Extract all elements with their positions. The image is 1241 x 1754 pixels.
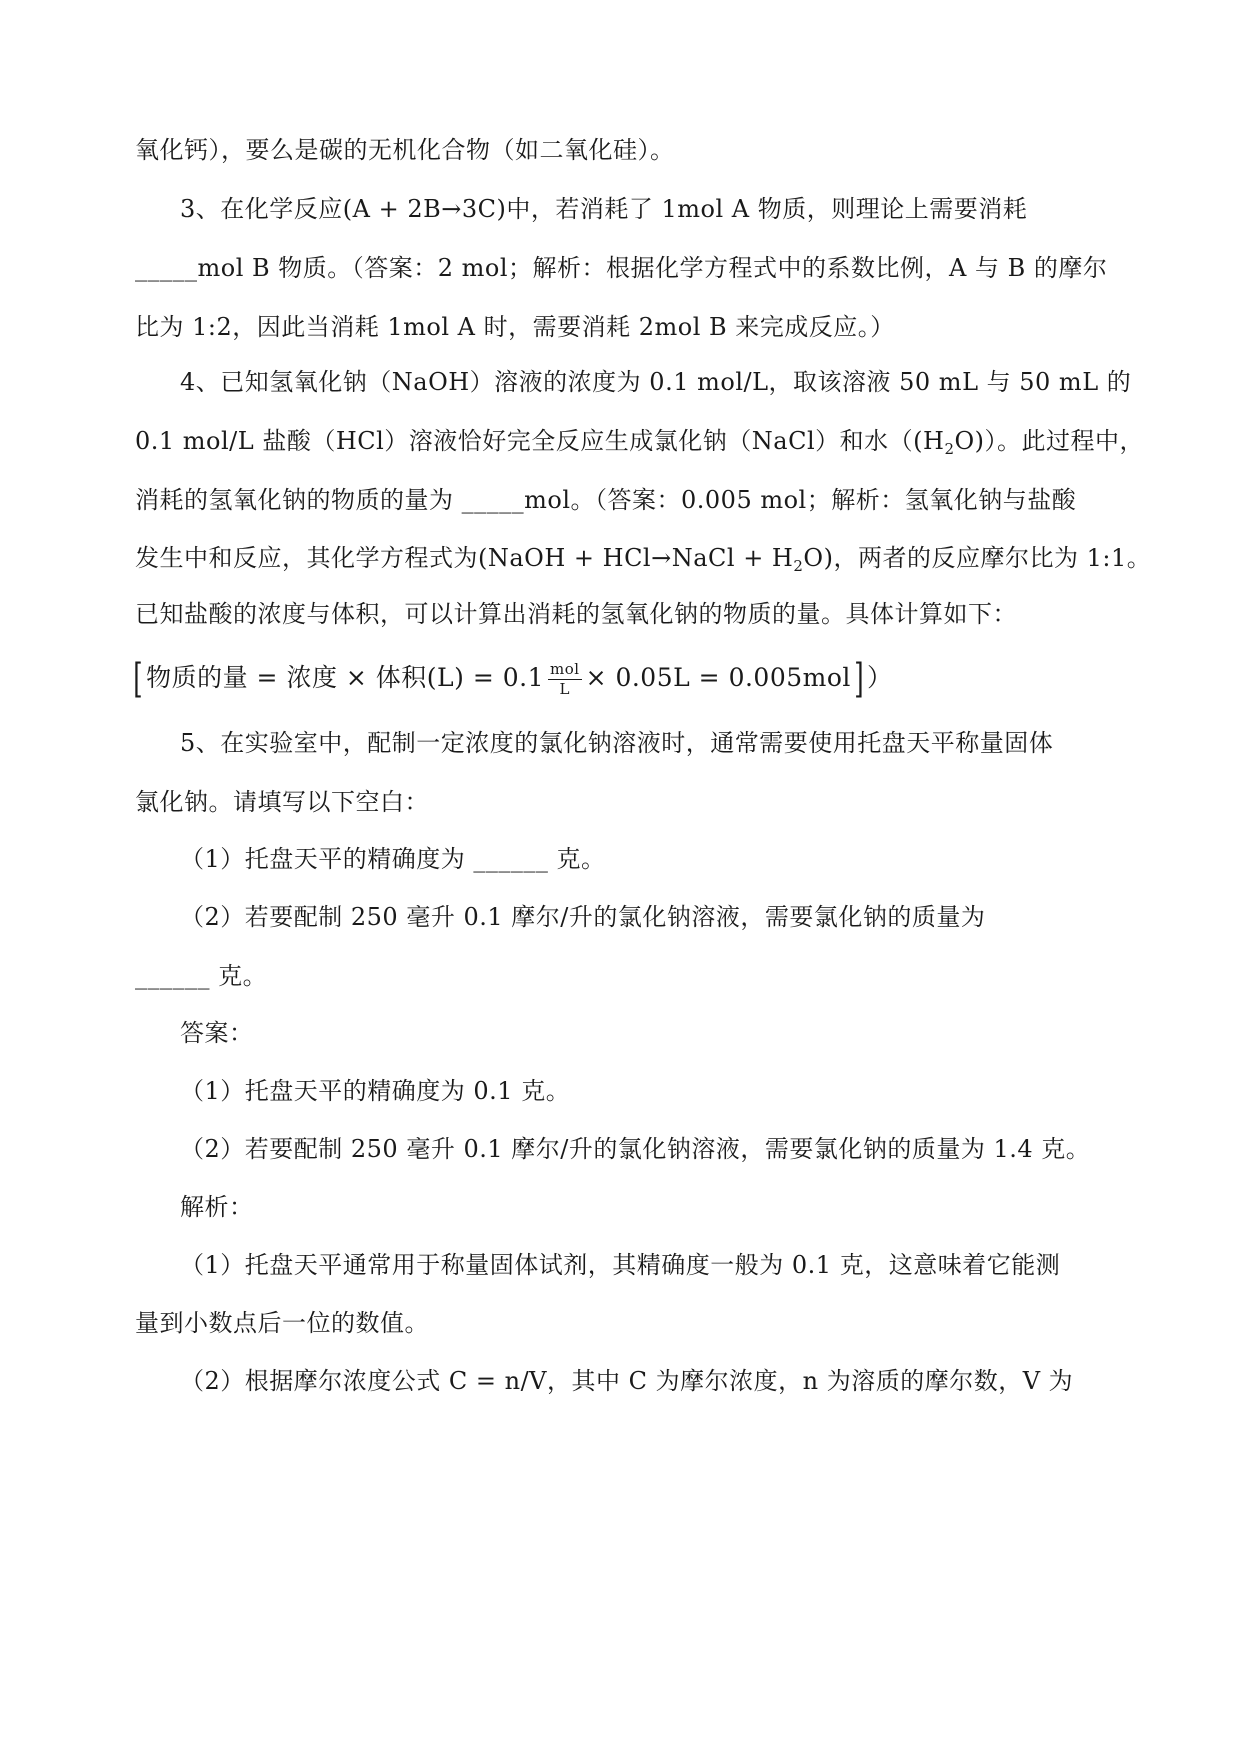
answer-heading: 答案：	[180, 1019, 254, 1047]
chemical-equation-line: 发生中和反应，其化学方程式为(NaOH + HCl→NaCl + $H_2O$)，两者的反应摩尔比为 1:1。	[135, 544, 1152, 575]
fraction-mol-per-l: $\frac{\text{mol}}{L}$	[550, 660, 580, 698]
text-line: 消耗的氢氧化钠的物质的量为 _____mol。（答案：0.005 mol；解析：氢氧化钠与盐酸	[135, 486, 1077, 514]
calculation-formula: [ 物质的量 = 浓度 × 体积(L) = 0.1 $\frac{\text{mol}}{L}$ × 0.05L = 0.005mol] ）	[133, 656, 893, 702]
text-line: 氧化钙），要么是碳的无机化合物（如二氧化硅）。	[135, 136, 675, 164]
text-line: ______ 克。	[135, 962, 268, 990]
analysis-2: （2）根据摩尔浓度公式 C = n/V，其中 C 为摩尔浓度，n 为溶质的摩尔数，V 为	[180, 1367, 1074, 1395]
analysis-1: （1）托盘天平通常用于称量固体试剂，其精确度一般为 0.1 克，这意味着它能测	[180, 1251, 1061, 1279]
question-5: 5、在实验室中，配制一定浓度的氯化钠溶液时，通常需要使用托盘天平称量固体	[180, 729, 1054, 757]
text-line: 氯化钠。请填写以下空白：	[135, 788, 429, 816]
text-line: 比为 1:2，因此当消耗 1mol A 时，需要消耗 2mol B 来完成反应。）	[135, 313, 895, 341]
text-line: 量到小数点后一位的数值。	[135, 1309, 429, 1337]
text-line: 0.1 mol/L 盐酸（HCl）溶液恰好完全反应生成氯化钠（NaCl）和水$((H_2O))$。此过程中，	[135, 427, 1145, 458]
question-4: 4、已知氢氧化钠（NaOH）溶液的浓度为 0.1 mol/L，取该溶液 50 mL 与 50 mL 的	[180, 368, 1132, 396]
blank-2: （2）若要配制 250 毫升 0.1 摩尔/升的氯化钠溶液，需要氯化钠的质量为	[180, 903, 986, 931]
blank-1: （1）托盘天平的精确度为 ______ 克。	[180, 845, 606, 873]
analysis-heading: 解析：	[180, 1193, 254, 1221]
answer-1: （1）托盘天平的精确度为 0.1 克。	[180, 1077, 571, 1105]
answer-2: （2）若要配制 250 毫升 0.1 摩尔/升的氯化钠溶液，需要氯化钠的质量为 1.4 克。	[180, 1135, 1091, 1163]
text-line: 已知盐酸的浓度与体积，可以计算出消耗的氢氧化钠的物质的量。具体计算如下：	[135, 600, 1017, 628]
question-3: 3、在化学反应(A + 2B→3C)中，若消耗了 1mol A 物质，则理论上需要消耗	[180, 195, 1028, 223]
text-line: _____mol B 物质。（答案：2 mol；解析：根据化学方程式中的系数比例，A 与 B 的摩尔	[135, 254, 1108, 282]
